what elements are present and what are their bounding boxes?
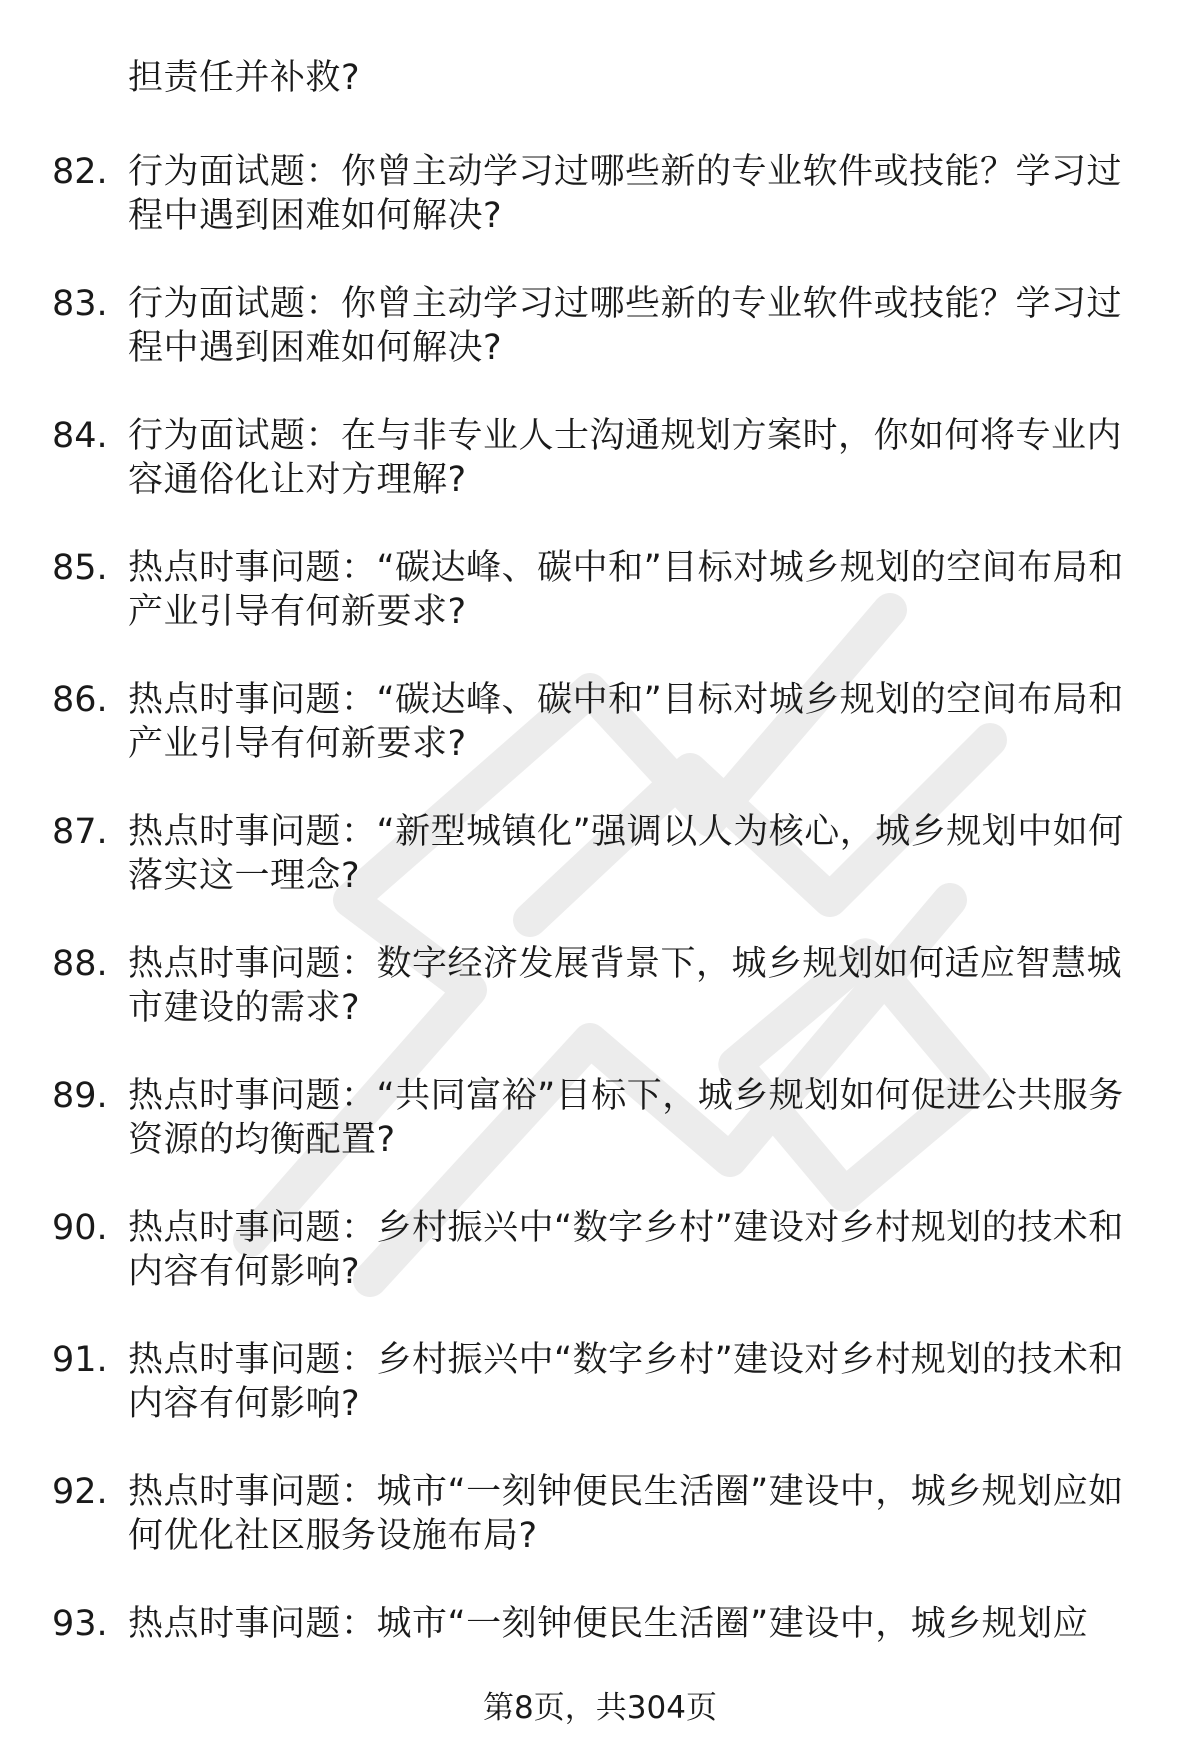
page-footer: 第8页，共304页 [483,1690,717,1726]
question-item [0,1338,1200,1470]
question-item [0,414,1200,546]
question-number: 85. [52,548,108,588]
question-number: 91. [52,1340,108,1380]
question-number: 87. [52,812,108,852]
question-number: 86. [52,680,108,720]
question-number: 92. [52,1472,108,1512]
question-text: 热点时事问题：数字经济发展背景下，城乡规划如何适应智慧城市建设的需求? [128,944,1123,1028]
question-item [0,810,1200,942]
question-number: 89. [52,1076,108,1116]
question-number: 90. [52,1208,108,1248]
question-text: 热点时事问题：乡村振兴中“数字乡村”建设对乡村规划的技术和内容有何影响? [128,1340,1124,1424]
question-list [0,150,1200,1734]
question-item [0,1470,1200,1602]
question-number: 88. [52,944,108,984]
question-number: 83. [52,284,108,324]
question-text: 热点时事问题：城市“一刻钟便民生活圈”建设中，城乡规划应如何优化社区服务设施布局? [128,1472,1124,1556]
question-text: 行为面试题：在与非专业人士沟通规划方案时，你如何将专业内容通俗化让对方理解? [128,416,1123,500]
question-text: 热点时事问题：“碳达峰、碳中和”目标对城乡规划的空间布局和产业引导有何新要求? [128,680,1124,764]
question-item [0,282,1200,414]
question-number: 82. [52,152,108,192]
question-text: 热点时事问题：城市“一刻钟便民生活圈”建设中，城乡规划应 [128,1604,1089,1644]
question-text: 热点时事问题：“碳达峰、碳中和”目标对城乡规划的空间布局和产业引导有何新要求? [128,548,1124,632]
question-item [0,546,1200,678]
question-text: 行为面试题：你曾主动学习过哪些新的专业软件或技能？学习过程中遇到困难如何解决? [128,284,1123,368]
question-text: 热点时事问题：“共同富裕”目标下，城乡规划如何促进公共服务资源的均衡配置? [128,1076,1124,1160]
question-text: 热点时事问题：乡村振兴中“数字乡村”建设对乡村规划的技术和内容有何影响? [128,1208,1124,1292]
question-item [0,942,1200,1074]
question-number: 84. [52,416,108,456]
question-text: 行为面试题：你曾主动学习过哪些新的专业软件或技能？学习过程中遇到困难如何解决? [128,152,1123,236]
question-item [0,678,1200,810]
continuation-text: 担责任并补救? [128,58,361,98]
question-text: 热点时事问题：“新型城镇化”强调以人为核心，城乡规划中如何落实这一理念? [128,812,1124,896]
question-item [0,1206,1200,1338]
question-item [0,1074,1200,1206]
question-number: 93. [52,1604,108,1644]
question-item [0,150,1200,282]
